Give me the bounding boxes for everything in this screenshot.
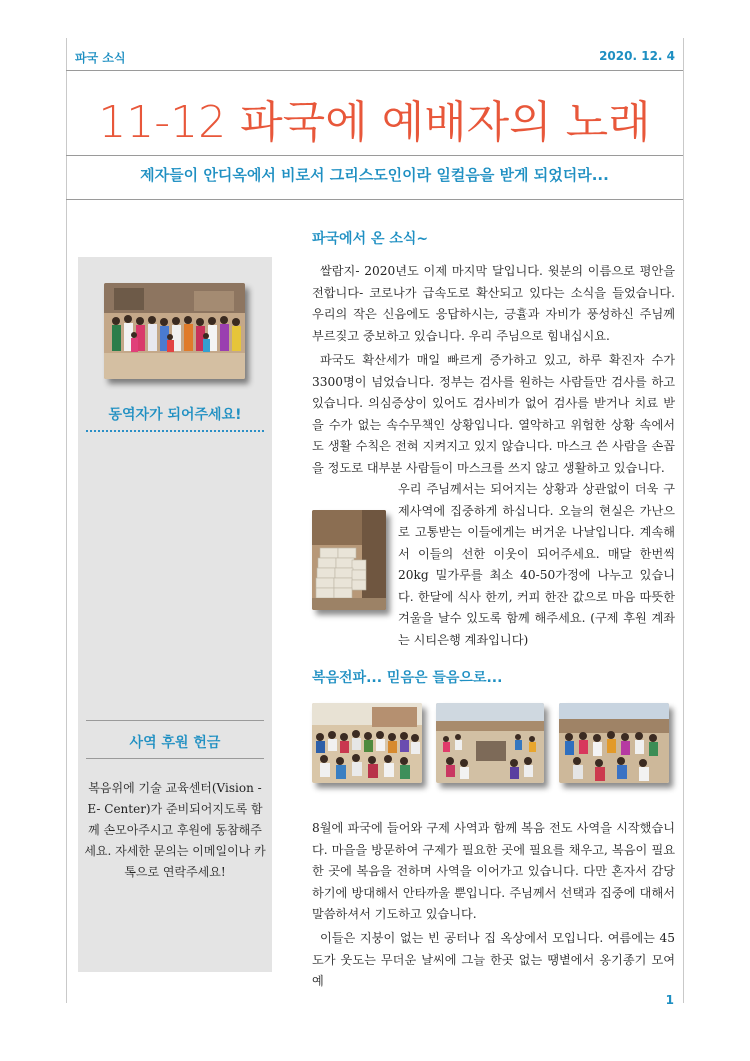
donation-text: 복음위에 기술 교육센터(Vision - E- Center)가 준비되어지도록 함께 손모아주시고 후원에 동참해주세요. 자세한 문의는 이메일이나 카톡으로 연락주세요! — [84, 781, 266, 879]
news-paragraph-2: 파국도 확산세가 매일 빠르게 증가하고 있고, 하루 확진자 수가 3300명이 넘었습니다. 정부는 검사를 원하는 사람들만 검사를 하고 있습니다. 의심증상이 있어도 검사비가 없어 검사를 받거나 치료 받을 수가 없는 속수무책인 상황입니다. 열악하고 위험한 상황 속에서도 생활 수칙은 전혀 지켜지고 있지 않습니다. 마스크 쓴 사람을 손꼽을 정도로 대부분 사람들이 마스크를 쓰지 않고 생활하고 있습니다. — [312, 353, 675, 475]
header-rule — [66, 70, 683, 71]
page-subtitle: 제자들이 안디옥에서 비로서 그리스도인이라 일컬음을 받게 되었더라... — [140, 166, 609, 184]
page-title: 11-12 파국에 예배자의 노래 — [98, 97, 651, 148]
page-number: 1 — [665, 993, 674, 1007]
subtitle-rule — [66, 199, 683, 200]
crowd-photo-1 — [312, 703, 422, 783]
news-paragraph-1: 쌀람지- 2020년도 이제 마지막 달입니다. 윗분의 이름으로 평안을 전합니다- 코로나가 급속도로 확산되고 있다는 소식을 들었습니다. 우리의 작은 신음에도 응답하시는, 긍휼과 자비가 풍성하신 주님께 부르짖고 중보하고 있습니다. 우리 주님으로 힘내십시요. — [312, 264, 675, 343]
donation-bottom-rule — [86, 758, 264, 759]
dotted-divider — [86, 430, 264, 432]
right-margin-line — [683, 38, 684, 1003]
news-heading: 파국에서 온 소식~ — [312, 231, 429, 247]
crowd-photo-3 — [559, 703, 669, 783]
crowd-photo-2 — [436, 703, 544, 783]
section-label: 파국 소식 — [75, 51, 126, 65]
title-rule — [66, 155, 683, 156]
issue-date: 2020. 12. 4 — [599, 49, 675, 63]
news-paragraph-3: 우리 주님께서는 되어지는 상황과 상관없이 더욱 구제사역에 집중하게 하십니다. 오늘의 현실은 가난으로 고통받는 이들에게는 버거운 나날입니다. 계속해서 이들의 선한 이웃이 되어주세요. 매달 한번씩 20kg 밀가루를 최소 40-50가정에 나누고 있습니다. 한달에 식사 한끼, 커피 한잔 값으로 마음 따뜻한 겨울을 날수 있도록 함께 해주세요. (구제 후원 계좌는 시티은행 계좌입니다) — [398, 482, 675, 647]
partners-heading: 동역자가 되어주세요! — [108, 407, 242, 423]
gospel-heading: 복음전파... 믿음은 들음으로... — [312, 670, 503, 686]
gospel-paragraph-2: 이들은 지붕이 없는 빈 공터나 집 옥상에서 모입니다. 여름에는 45도가 웃도는 무더운 날씨에 그늘 한곳 없는 땡볕에서 옹기종기 모여 예 — [312, 931, 675, 988]
group-photo — [104, 283, 245, 379]
gospel-paragraph-1: 8월에 파국에 들어와 구제 사역과 함께 복음 전도 사역을 시작했습니다. 마을을 방문하여 구제가 필요한 곳에 필요를 채우고, 복음이 필요한 곳에 복음을 전하며 사역을 이어가고 있습니다. 다만 혼자서 감당하기에 방대해서 안타까울 뿐입니다. 주님께서 선택과 집중에 대해서 말씀하셔서 기도하고 있습니다. — [312, 821, 675, 921]
donation-heading: 사역 후원 헌금 — [129, 735, 221, 751]
flour-sacks-photo — [312, 510, 386, 610]
donation-top-rule — [86, 720, 264, 721]
